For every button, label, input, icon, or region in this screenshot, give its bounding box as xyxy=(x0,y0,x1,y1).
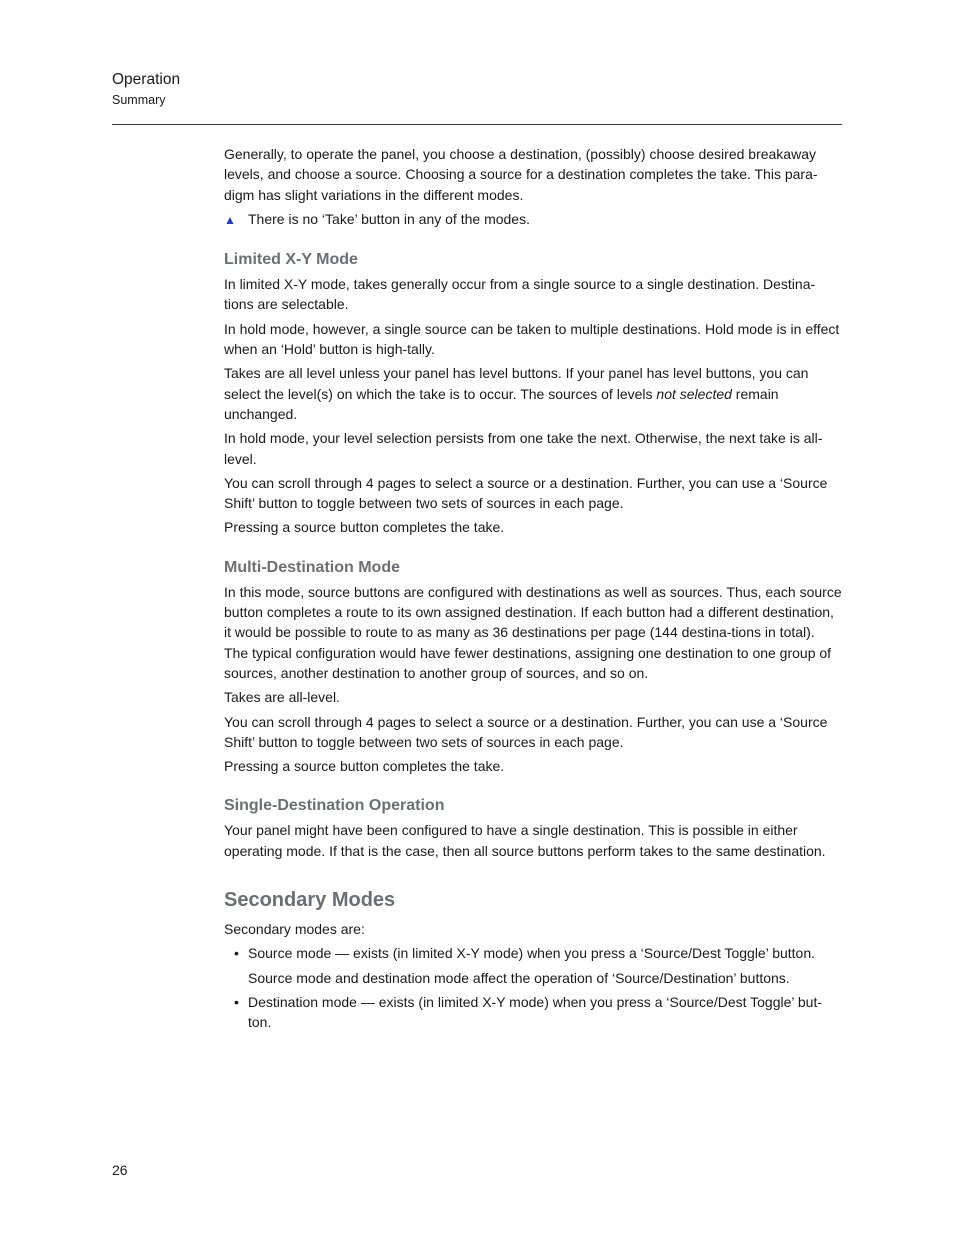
page-number: 26 xyxy=(112,1162,128,1178)
emphasis-text: not selected xyxy=(656,385,732,402)
paragraph: Secondary modes are: xyxy=(224,921,365,938)
paragraph: In limited X-Y mode, takes generally occur from a single source to a single destination. Destina-tions are selectable. xyxy=(224,276,816,313)
note-text: There is no ‘Take’ button in any of the modes. xyxy=(248,210,530,227)
paragraph: Pressing a source button completes the take. xyxy=(224,758,505,775)
header-rule xyxy=(112,124,842,125)
list-item-continuation: Source mode and destination mode affect the operation of ‘Source/Destination’ buttons. xyxy=(248,969,790,986)
section-heading-single-destination: Single-Destination Operation xyxy=(224,797,445,815)
section-heading-secondary-modes: Secondary Modes xyxy=(224,889,396,912)
bullet-list xyxy=(224,943,842,963)
running-header-subtitle: Summary xyxy=(112,93,166,107)
paragraph: Your panel might have been configured to have a single destination. This is possible in either operating mode. If that is the case, then all source buttons perform takes to the same destination. xyxy=(224,822,826,859)
body-content xyxy=(224,144,842,1037)
bullet-icon: • xyxy=(234,945,239,962)
list-item: • Source mode — exists (in limited X-Y mode) when you press a ‘Source/Dest Toggle’ button. xyxy=(224,943,842,963)
section-heading-limited-xy: Limited X-Y Mode xyxy=(224,251,358,269)
paragraph: In this mode, source buttons are configured with destinations as well as sources. Thus, each source button completes a route to its own assigned destination. If each button had a different destination, it would be possible to route to as many as 36 destinations per page (144 destina-tions in total). The typical configuration would have fewer destinations, assigning one destination to one group of sources, another destination to another group of sources, and so on. xyxy=(224,583,842,681)
list-item: • Destination mode — exists (in limited X-Y mode) when you press a ‘Source/Dest Toggle’ but-ton. xyxy=(234,993,823,1031)
triangle-icon: ▲ xyxy=(224,212,236,227)
paragraph: Pressing a source button completes the take. xyxy=(224,519,505,536)
section-heading-multi-destination: Multi-Destination Mode xyxy=(224,558,400,576)
running-header-title: Operation xyxy=(112,71,181,88)
note xyxy=(224,209,842,230)
bullet-list xyxy=(224,992,842,1033)
paragraph: You can scroll through 4 pages to select a source or a destination. Further, you can use a ‘Source Shift’ button to toggle between two sets of sources in each page. xyxy=(224,474,828,512)
paragraph: You can scroll through 4 pages to select a source or a destination. Further, you can use a ‘Source Shift’ button to toggle between two sets of sources in each page. xyxy=(224,713,828,750)
paragraph: Takes are all-level. xyxy=(224,689,340,706)
paragraph: In hold mode, however, a single source can be taken to multiple destinations. Hold mode is in effect when an ‘Hold’ button is high-tally. xyxy=(224,320,840,358)
paragraph: In hold mode, your level selection persists from one take the next. Otherwise, the next take is all-level. xyxy=(224,430,823,467)
intro-paragraph: Generally, to operate the panel, you choose a destination, (possibly) choose desired breakaway levels, and choose a source. Choosing a source for a destination completes the take. This para-digm has slight variations in the different modes. xyxy=(224,146,818,203)
bullet-icon: • xyxy=(234,993,239,1010)
paragraph: Takes are all level unless your panel has level buttons. If your panel has level buttons, you can select the level(s) on which the take is to occur. The sources of levels not selected remain unchanged. xyxy=(224,365,809,422)
